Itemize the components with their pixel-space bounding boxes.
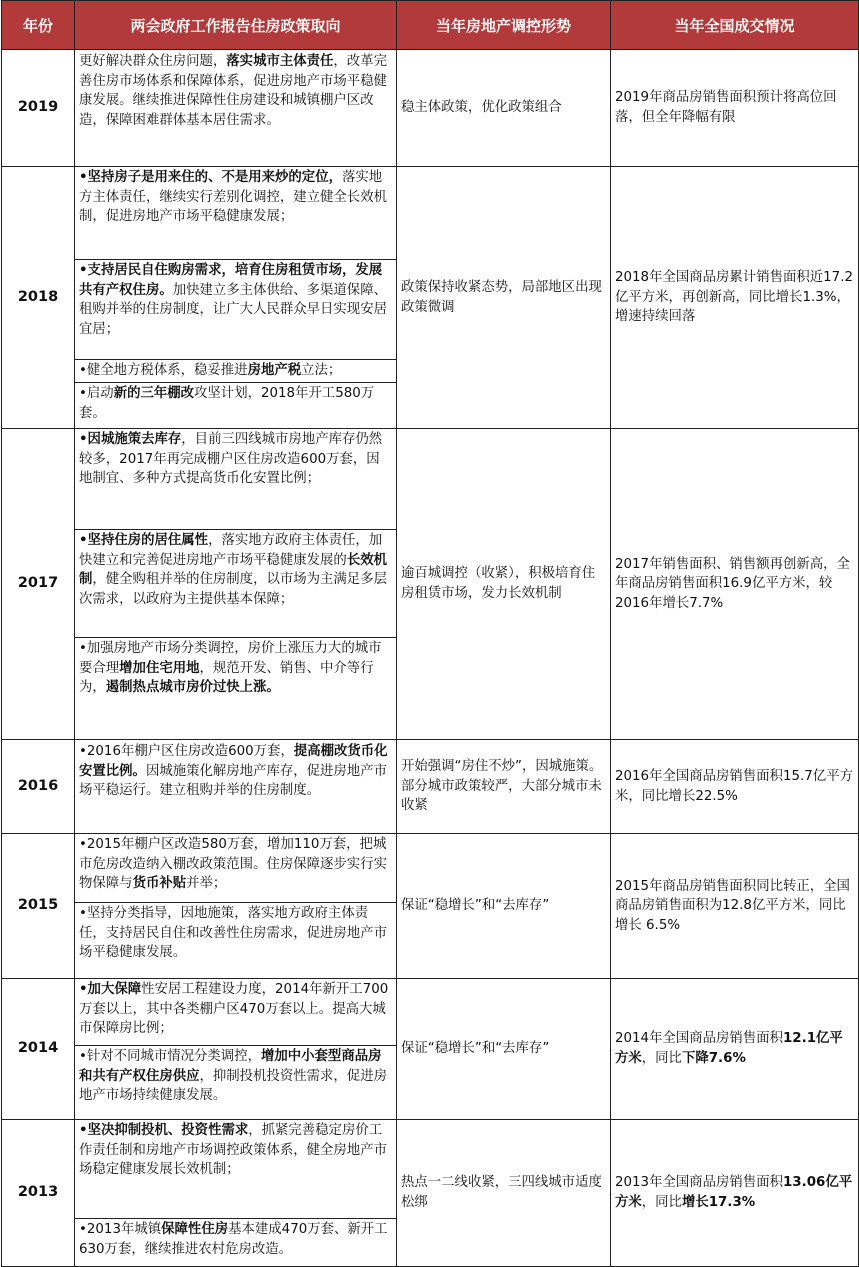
policy-item xyxy=(75,1218,396,1266)
text-run: 2016年全国商品房销售面积15.7亿平方米，同比增长22.5% xyxy=(615,768,853,804)
header-control: 当年房地产调控形势 xyxy=(397,1,611,50)
text-run: 立法； xyxy=(301,363,342,378)
text-run: 性安居工程建设力度，2014年新开工700万套以上，其中各类棚户区470万套以上。提高大城市保障房比例； xyxy=(79,982,389,1037)
text-run: ，落实地方政府主体责任，加快建立和完善促进房地产市场平稳健康发展的 xyxy=(79,533,383,568)
table-row xyxy=(2,979,859,1120)
text-run: 2015年商品房销售面积同比转正，全国商品房销售面积为12.8亿平方米，同比增长 6.5% xyxy=(615,878,850,933)
text-run: 政策保持收紧态势，局部地区出现政策微调 xyxy=(401,279,602,315)
text-run: 热点一二线收紧，三四线城市适度松绑 xyxy=(401,1175,602,1210)
text-run: •2013年城镇 xyxy=(79,1222,162,1237)
table-body xyxy=(2,50,859,1267)
emphasis-text: •坚决抑制投机、投资性需求 xyxy=(79,1123,249,1138)
header-sales: 当年全国成交情况 xyxy=(611,1,859,50)
text-run: 2017年销售面积、销售额再创新高，全年商品房销售面积16.9亿平方米，较2016年增长7.7% xyxy=(615,556,850,611)
text-run: 2019年商品房销售面积预计将高位回落，但全年降幅有限 xyxy=(615,90,837,125)
emphasis-text: 12.1亿平方米 xyxy=(615,1031,843,1066)
emphasis-text: 落实城市主体责任 xyxy=(226,54,334,69)
sales-cell xyxy=(611,1120,859,1267)
sales-cell xyxy=(611,834,859,979)
header-year: 年份 xyxy=(2,1,75,50)
table-row xyxy=(2,740,859,834)
policy-cell xyxy=(75,740,397,834)
year-cell: 2016 xyxy=(2,740,75,834)
policy-cell xyxy=(75,979,397,1120)
emphasis-text: •因城施策去库存 xyxy=(79,432,182,447)
policy-item xyxy=(75,359,396,382)
policy-cell xyxy=(75,429,397,740)
text-run: 2018年全国商品房累计销售面积近17.2亿平方米，再创新高，同比增长1.3%，增速持续回落 xyxy=(615,270,853,325)
emphasis-text: 增加中小套型商品房和共有产权住房供应 xyxy=(79,1049,382,1084)
year-cell: 2017 xyxy=(2,429,75,740)
emphasis-text: 保障性住房 xyxy=(161,1222,229,1237)
sales-cell xyxy=(611,167,859,429)
control-cell xyxy=(397,979,611,1120)
sales-cell xyxy=(611,50,859,167)
text-run: 2014年全国商品房销售面积 xyxy=(615,1031,783,1047)
policy-item xyxy=(75,637,396,739)
header-policy: 两会政府工作报告住房政策取向 xyxy=(75,1,397,50)
header-row xyxy=(2,1,859,50)
policy-item xyxy=(75,167,396,259)
emphasis-text: •坚持房子是用来住的、不是用来炒的定位， xyxy=(79,170,342,185)
text-run: •健全地方税体系，稳妥推进 xyxy=(79,363,248,378)
text-run: 并举； xyxy=(186,876,227,892)
table-row xyxy=(2,50,859,167)
sales-cell xyxy=(611,740,859,834)
text-run: 落实地方主体责任，继续实行差别化调控，建立健全长效机制，促进房地产市场平稳健康发展； xyxy=(79,170,387,225)
policy-table xyxy=(1,0,859,1267)
text-run: 基本建成470万套、新开工630万套，继续推进农村危房改造。 xyxy=(79,1222,388,1257)
text-run: 保证“稳增长”和“去库存” xyxy=(401,898,550,914)
policy-cell xyxy=(75,1120,397,1267)
text-run: 更好解决群众住房问题， xyxy=(79,54,227,69)
text-run: ，抑制投机投资性需求，促进房地产市场持续健康发展。 xyxy=(79,1068,387,1104)
text-run: 因城施策化解房地产库存，促进房地产市场平稳运行。建立租购并举的住房制度。 xyxy=(79,763,387,799)
control-cell xyxy=(397,167,611,429)
year-cell: 2015 xyxy=(2,834,75,979)
text-run: 攻坚计划，2018年开工580万套。 xyxy=(79,386,375,421)
emphasis-text: 新的三年棚改 xyxy=(113,386,195,401)
text-run: •针对不同城市情况分类调控， xyxy=(79,1049,261,1064)
emphasis-text: 下降7.6% xyxy=(681,1051,746,1066)
policy-item xyxy=(75,979,396,1045)
sales-cell xyxy=(611,429,859,740)
emphasis-text: •支持居民自住购房需求，培育住房租赁市场，发展共有产权住房。 xyxy=(79,263,383,298)
table-row xyxy=(2,167,859,429)
emphasis-text: 提高棚改货币化安置比例。 xyxy=(79,744,388,779)
text-run: ，抓紧完善稳定房价工作责任制和房地产市场调控政策体系，健全房地产市场稳定健康发展长效机制； xyxy=(79,1123,387,1178)
policy-item xyxy=(75,834,396,902)
sales-cell xyxy=(611,979,859,1120)
policy-item xyxy=(75,740,396,802)
year-cell: 2018 xyxy=(2,167,75,429)
emphasis-text: 长效机制 xyxy=(79,552,387,588)
policy-item xyxy=(75,1045,396,1119)
year-cell: 2019 xyxy=(2,50,75,167)
text-run: ，同比 xyxy=(641,1195,682,1210)
emphasis-text: 增长17.3% xyxy=(681,1195,756,1210)
text-run: 2013年全国商品房销售面积 xyxy=(615,1175,783,1191)
policy-item xyxy=(75,259,396,359)
text-run: ，目前三四线城市房地产库存仍然较多，2017年再完成棚户区住房改造600万套，因地制宜、多种方式提高货币化安置比例； xyxy=(79,432,383,487)
emphasis-text: •加大保障 xyxy=(79,982,142,997)
emphasis-text: 增加住宅用地 xyxy=(119,660,200,676)
control-cell xyxy=(397,50,611,167)
year-cell: 2014 xyxy=(2,979,75,1120)
text-run: 稳主体政策，优化政策组合 xyxy=(401,100,562,116)
emphasis-text: •坚持住房的居住属性 xyxy=(79,533,209,548)
text-run: •坚持分类指导，因地施策，落实地方政府主体责任，支持居民自住和改善性住房需求，促进房地产市场平稳健康发展。 xyxy=(79,906,387,961)
policy-item xyxy=(75,1120,396,1218)
text-run: 开始强调“房住不炒”，因城施策。部分城市政策较严，大部分城市未收紧 xyxy=(401,759,603,814)
policy-cell xyxy=(75,834,397,979)
policy-item xyxy=(75,902,396,978)
year-cell: 2013 xyxy=(2,1120,75,1267)
policy-cell xyxy=(75,167,397,429)
policy-item xyxy=(75,50,396,131)
text-run: ，改革完善住房市场体系和保障体系，促进房地产市场平稳健康发展。继续推进保障性住房建设和城镇棚户区改造，保障困难群体基本居住需求。 xyxy=(79,54,387,128)
control-cell xyxy=(397,740,611,834)
text-run: •加强房地产市场分类调控，房价上涨压力大的城市要合理 xyxy=(79,641,382,676)
text-run: 逾百城调控（收紧），积极培育住房租赁市场，发力长效机制 xyxy=(401,566,596,601)
text-run: ，健全购租并举的住房制度，以市场为主满足多层次需求，以政府为主提供基本保障； xyxy=(79,572,387,607)
text-run: •启动 xyxy=(79,386,114,401)
policy-item xyxy=(75,382,396,428)
text-run: ，规范开发、销售、中介等行为， xyxy=(79,660,374,696)
text-run: 加快建立多主体供给、多渠道保障、租购并举的住房制度，让广大人民群众早日实现安居宜居； xyxy=(79,282,387,337)
text-run: ，同比 xyxy=(641,1051,682,1066)
control-cell xyxy=(397,834,611,979)
text-run: •2016年棚户区住房改造600万套， xyxy=(79,744,294,759)
policy-item xyxy=(75,529,396,637)
text-run: 保证“稳增长”和“去库存” xyxy=(401,1041,550,1057)
table-row xyxy=(2,429,859,740)
control-cell xyxy=(397,1120,611,1267)
emphasis-text: 房地产税 xyxy=(247,363,302,378)
emphasis-text: 货币补贴 xyxy=(132,876,187,892)
text-run: •2015年棚户区改造580万套，增加110万套，把城市危房改造纳入棚改政策范围。住房保障逐步实行实物保障与 xyxy=(79,837,387,892)
policy-cell xyxy=(75,50,397,167)
emphasis-text: 遏制热点城市房价过快上涨。 xyxy=(105,680,280,696)
policy-item xyxy=(75,429,396,529)
table-row xyxy=(2,1120,859,1267)
table-row xyxy=(2,834,859,979)
control-cell xyxy=(397,429,611,740)
emphasis-text: 13.06亿平方米 xyxy=(615,1175,853,1210)
